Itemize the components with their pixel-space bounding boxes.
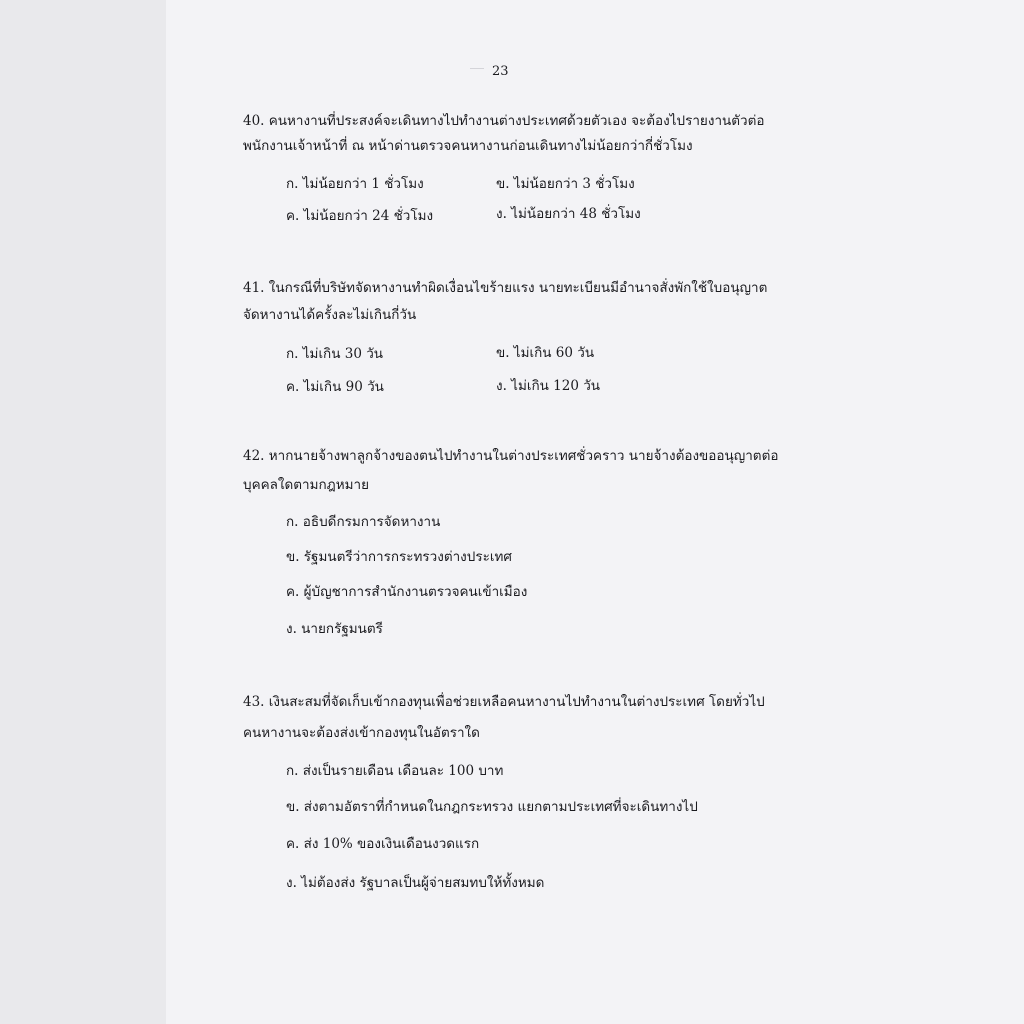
question-41-option-c: ค. ไม่เกิน 90 วัน <box>286 379 384 395</box>
question-42-option-b: ข. รัฐมนตรีว่าการกระทรวงต่างประเทศ <box>286 549 512 565</box>
question-41-option-a: ก. ไม่เกิน 30 วัน <box>286 346 384 362</box>
question-42-line-1: 42. หากนายจ้างพาลูกจ้างของตนไปทำงานในต่างประเทศชั่วคราว นายจ้างต้องขออนุญาตต่อ <box>243 448 779 464</box>
question-40-line-2: พนักงานเจ้าหน้าที่ ณ หน้าด่านตรวจคนหางานก่อนเดินทางไม่น้อยกว่ากี่ชั่วโมง <box>243 138 693 154</box>
question-43-line-2: คนหางานจะต้องส่งเข้ากองทุนในอัตราใด <box>243 725 480 741</box>
question-43-line-1: 43. เงินสะสมที่จัดเก็บเข้ากองทุนเพื่อช่วยเหลือคนหางานไปทำงานในต่างประเทศ โดยทั่วไป <box>243 694 765 710</box>
question-42-option-c: ค. ผู้บัญชาการสำนักงานตรวจคนเข้าเมือง <box>286 584 528 600</box>
show-through-mark <box>470 68 484 70</box>
question-41-line-1: 41. ในกรณีที่บริษัทจัดหางานทำผิดเงื่อนไขร้ายแรง นายทะเบียนมีอำนาจสั่งพักใช้ใบอนุญาต <box>243 280 768 296</box>
question-40-option-a: ก. ไม่น้อยกว่า 1 ชั่วโมง <box>286 176 424 192</box>
page-number: 23 <box>492 64 509 79</box>
question-43-option-b: ข. ส่งตามอัตราที่กำหนดในกฎกระทรวง แยกตามประเทศที่จะเดินทางไป <box>286 799 698 815</box>
question-40-option-b: ข. ไม่น้อยกว่า 3 ชั่วโมง <box>496 176 635 192</box>
question-41-line-2: จัดหางานได้ครั้งละไม่เกินกี่วัน <box>243 307 417 323</box>
question-40-option-c: ค. ไม่น้อยกว่า 24 ชั่วโมง <box>286 208 434 224</box>
question-42-option-a: ก. อธิบดีกรมการจัดหางาน <box>286 514 441 530</box>
question-42-option-d: ง. นายกรัฐมนตรี <box>286 621 383 637</box>
question-43-option-d: ง. ไม่ต้องส่ง รัฐบาลเป็นผู้จ่ายสมทบให้ทั้งหมด <box>286 875 545 891</box>
question-43-option-a: ก. ส่งเป็นรายเดือน เดือนละ 100 บาท <box>286 763 504 779</box>
question-41-option-b: ข. ไม่เกิน 60 วัน <box>496 345 595 361</box>
question-41-option-d: ง. ไม่เกิน 120 วัน <box>496 378 601 394</box>
question-43-option-c: ค. ส่ง 10% ของเงินเดือนงวดแรก <box>286 836 480 852</box>
question-40-line-1: 40. คนหางานที่ประสงค์จะเดินทางไปทำงานต่างประเทศด้วยตัวเอง จะต้องไปรายงานตัวต่อ <box>243 113 765 129</box>
question-40-option-d: ง. ไม่น้อยกว่า 48 ชั่วโมง <box>496 206 641 222</box>
question-42-line-2: บุคคลใดตามกฎหมาย <box>243 477 370 493</box>
